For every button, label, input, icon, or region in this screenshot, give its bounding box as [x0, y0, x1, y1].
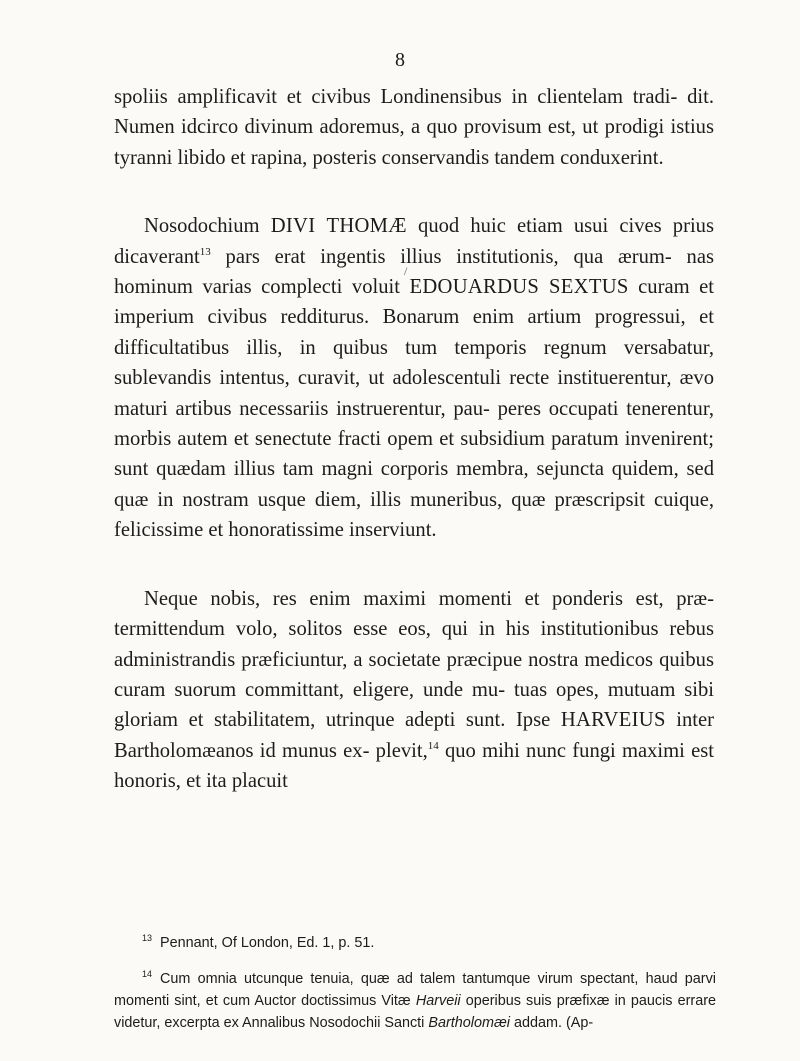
footnote-ref-13: 13 — [199, 245, 211, 258]
paragraph-2-text-b: quod huic etiam usui cives prius dicaverant — [114, 215, 714, 268]
hospital-name: DIVI THOMÆ — [270, 215, 407, 238]
footnote-14-marker: 14 — [142, 969, 153, 980]
footnote-13-text: Pennant, Of London, Ed. 1, p. 51. — [160, 935, 375, 951]
paragraph-3-text-b: inter Bartholomæanos id munus ex- plevit, — [114, 709, 715, 762]
harvey-name: HARVEIUS — [560, 709, 666, 732]
footnote-14-italic-bartholomaei: Bartholomæi — [428, 1015, 510, 1031]
paragraph-2-text-c: pars erat ingentis illius institutionis, qua ærum- nas hominum varias complecti voluit — [114, 245, 714, 299]
stray-mark: / — [404, 264, 408, 278]
paragraph-2-text-d: curam et imperium civibus redditurus. Bonarum enim artium progressui, et difficultatibus illis, in quibus tum temporis regnum versabatur, sublevandis intentus, curavit, ut adolescentuli recte instituerentur, ævo maturi artibus necessariis instruerentur, pau- peres occupati tenerentur, morbis autem et senectute fracti opem et subsidium paratum invenirent; sunt quædam illius tam magni corporis membra, sejuncta quidem, sed quæ in nostram usque diem, illis muneribus, quæ præscripsit cuique, felicissime et honoratissime inserviunt. — [114, 276, 714, 542]
paragraph-1-text: spoliis amplificavit et civibus Londinensibus in clientelam tradi- dit. Numen idcirco divinum adoremus, a quo provisum est, ut prodigi istius tyranni libido et rapina, posteris conservandis tandem conduxerint. — [114, 86, 714, 169]
main-text — [114, 82, 714, 797]
paragraph-3-text-a: Neque nobis, res enim maximi momenti et ponderis est, præ- termittendum volo, solitos esse eos, qui in his institutionibus rebus administrandis præficiuntur, a societate præcipue nostra medicos quibus curam suorum committant, eligere, unde mu- tuas opes, mutuam sibi gloriam et stabilitatem, utrinque adepti sunt. Ipse — [114, 587, 714, 732]
paragraph-1 — [114, 82, 714, 173]
paragraph-3 — [114, 584, 714, 797]
footnote-14-text-b: operibus suis præfixæ in paucis errare videtur, excerpta ex Annalibus Nosodochii Sancti — [114, 993, 716, 1031]
king-name: EDOUARDUS SEXTUS — [409, 276, 629, 299]
paragraph-2-text-a: Nosodochium — [144, 215, 271, 238]
footnote-13 — [114, 932, 716, 954]
footnote-14-text-c: addam. (Ap- — [509, 1015, 594, 1031]
footnotes — [114, 932, 716, 1034]
page-number: 8 — [395, 49, 405, 71]
footnote-14-italic-harveii: Harveii — [415, 993, 461, 1009]
paragraph-2 — [114, 211, 714, 545]
footnote-ref-14: 14 — [427, 739, 439, 752]
footnote-14 — [114, 968, 716, 1034]
footnote-13-marker: 13 — [142, 933, 153, 944]
footnote-14-text-a: Cum omnia utcunque tenuia, quæ ad talem tantumque virum spectant, haud parvi momenti sint, et cum Auctor doctissimus Vitæ — [114, 971, 716, 1009]
paragraph-3-text-c: quo mihi nunc fungi maximi est honoris, et ita placuit — [114, 739, 714, 793]
